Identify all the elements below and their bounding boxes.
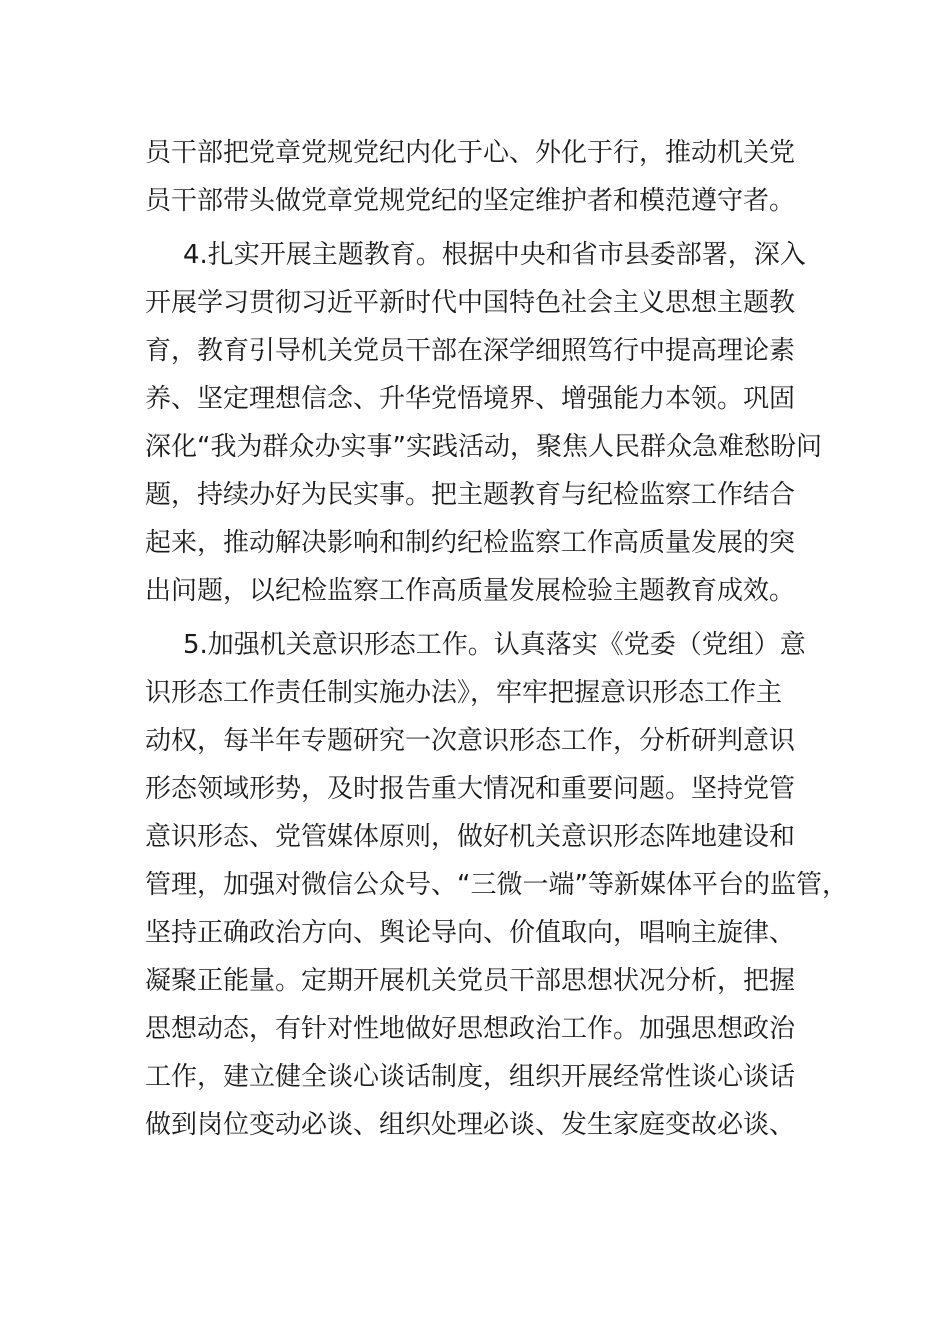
text-line: 凝聚正能量。定期开展机关党员干部思想状况分析，把握 <box>145 966 796 996</box>
text-line: 开展学习贯彻习近平新时代中国特色社会主义思想主题教 <box>145 288 796 318</box>
section-5-heading-line: 5.加强机关意识形态工作。认真落实《党委（党组）意 <box>183 630 806 660</box>
text-line: 起来，推动解决影响和制约纪检监察工作高质量发展的突 <box>145 528 796 558</box>
text-line: 员干部把党章党规党纪内化于心、外化于行，推动机关党 <box>145 138 796 168</box>
text-line: 工作，建立健全谈心谈话制度，组织开展经常性谈心谈话 <box>145 1062 796 1092</box>
text-line: 育，教育引导机关党员干部在深学细照笃行中提高理论素 <box>145 336 796 366</box>
text-line: 题，持续办好为民实事。把主题教育与纪检监察工作结合 <box>145 480 796 510</box>
text-line: 做到岗位变动必谈、组织处理必谈、发生家庭变故必谈、 <box>145 1110 796 1140</box>
text-line: 识形态工作责任制实施办法》，牢牢把握意识形态工作主 <box>145 678 783 708</box>
text-line: 思想动态，有针对性地做好思想政治工作。加强思想政治 <box>145 1014 796 1044</box>
text-line: 出问题，以纪检监察工作高质量发展检验主题教育成效。 <box>145 576 796 606</box>
body-text <box>145 129 848 1149</box>
text-line: 坚持正确政治方向、舆论导向、价值取向，唱响主旋律、 <box>145 918 796 948</box>
text-line: 管理，加强对微信公众号、“三微一端”等新媒体平台的监管， <box>145 870 848 900</box>
text-line: 员干部带头做党章党规党纪的坚定维护者和模范遵守者。 <box>145 186 796 216</box>
text-line: 深化“我为群众办实事”实践活动，聚焦人民群众急难愁盼问 <box>145 432 822 462</box>
text-line: 动权，每半年专题研究一次意识形态工作，分析研判意识 <box>145 726 796 756</box>
text-line: 形态领域形势，及时报告重大情况和重要问题。坚持党管 <box>145 774 796 804</box>
text-line: 养、坚定理想信念、升华党悟境界、增强能力本领。巩固 <box>145 384 796 414</box>
text-line: 意识形态、党管媒体原则，做好机关意识形态阵地建设和 <box>145 822 796 852</box>
section-4-heading-line: 4.扎实开展主题教育。根据中央和省市县委部署，深入 <box>183 240 806 270</box>
